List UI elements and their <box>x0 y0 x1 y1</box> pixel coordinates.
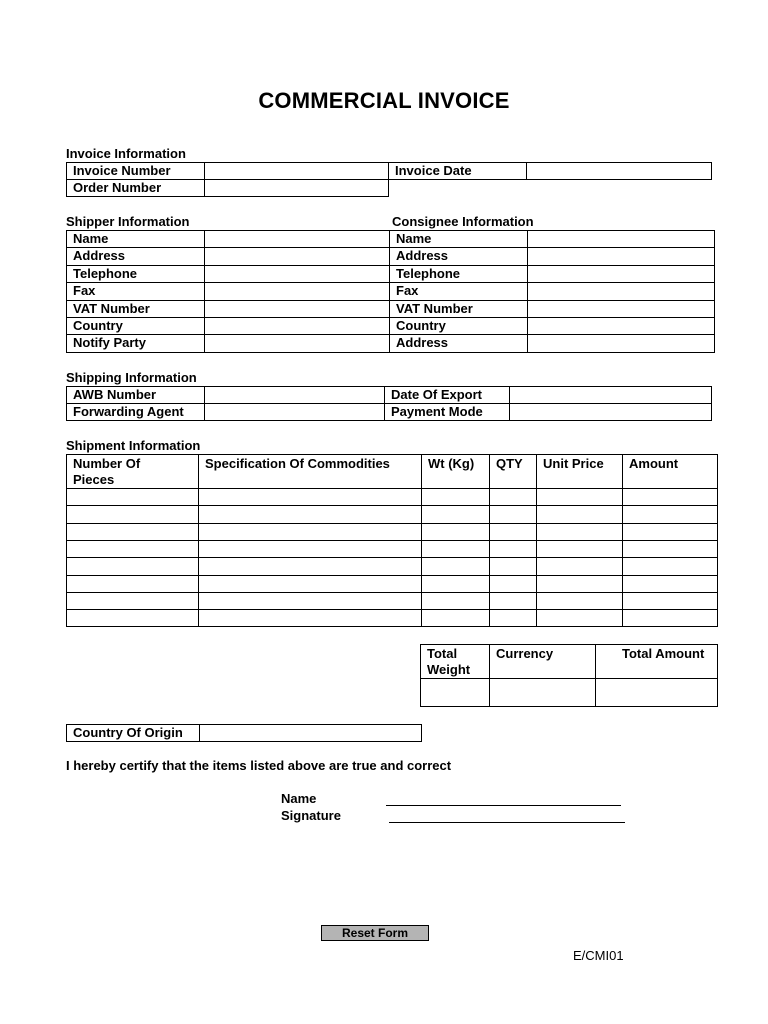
invoice-info-heading: Invoice Information <box>66 146 186 161</box>
consignee-address-label: Address <box>389 334 528 353</box>
shipment-cell-unit-price[interactable] <box>536 540 623 558</box>
shipment-cell-qty[interactable] <box>489 488 537 506</box>
name-label: Name <box>281 791 317 806</box>
consignee-telephone-field[interactable] <box>527 265 715 283</box>
invoice-date-label: Invoice Date <box>388 162 527 180</box>
export-date-label: Date Of Export <box>384 386 510 404</box>
shipment-cell-pieces[interactable] <box>66 523 199 541</box>
shipment-cell-commodities[interactable] <box>198 488 422 506</box>
order-number-field[interactable] <box>204 179 389 197</box>
consignee-name-label: Name <box>389 230 528 248</box>
total-amount-field[interactable] <box>595 678 718 707</box>
shipping-info-heading: Shipping Information <box>66 370 197 385</box>
order-number-label: Order Number <box>66 179 205 197</box>
awb-number-field[interactable] <box>204 386 385 404</box>
consignee-telephone-label: Telephone <box>389 265 528 283</box>
shipment-cell-pieces[interactable] <box>66 505 199 524</box>
shipment-cell-commodities[interactable] <box>198 575 422 593</box>
shipment-cell-commodities[interactable] <box>198 592 422 610</box>
signature-line-field[interactable] <box>389 822 625 823</box>
shipment-cell-commodities[interactable] <box>198 609 422 627</box>
shipment-cell-amount[interactable] <box>622 592 718 610</box>
shipment-cell-amount[interactable] <box>622 488 718 506</box>
currency-field[interactable] <box>489 678 596 707</box>
awb-number-label: AWB Number <box>66 386 205 404</box>
shipment-cell-weight[interactable] <box>421 557 490 576</box>
shipment-cell-weight[interactable] <box>421 575 490 593</box>
shipment-header-weight: Wt (Kg) <box>421 454 490 489</box>
shipper-address-label: Address <box>66 247 205 266</box>
shipper-notify-party-field[interactable] <box>204 334 390 353</box>
shipment-cell-qty[interactable] <box>489 523 537 541</box>
certification-statement: I hereby certify that the items listed above are true and correct <box>66 758 452 773</box>
export-date-field[interactable] <box>509 386 712 404</box>
shipper-country-label: Country <box>66 317 205 335</box>
invoice-date-field[interactable] <box>526 162 712 180</box>
page-title: COMMERCIAL INVOICE <box>258 88 510 113</box>
signature-label: Signature <box>281 808 341 823</box>
shipment-cell-qty[interactable] <box>489 557 537 576</box>
shipment-cell-unit-price[interactable] <box>536 575 623 593</box>
shipper-telephone-field[interactable] <box>204 265 390 283</box>
shipment-cell-pieces[interactable] <box>66 575 199 593</box>
shipment-header-commodities: Specification Of Commodities <box>198 454 422 489</box>
shipper-vat-number-field[interactable] <box>204 300 390 318</box>
shipper-name-label: Name <box>66 230 205 248</box>
consignee-fax-label: Fax <box>389 282 528 301</box>
shipment-cell-qty[interactable] <box>489 540 537 558</box>
shipment-header-unit-price: Unit Price <box>536 454 623 489</box>
shipment-cell-unit-price[interactable] <box>536 505 623 524</box>
shipment-cell-unit-price[interactable] <box>536 592 623 610</box>
shipment-cell-unit-price[interactable] <box>536 488 623 506</box>
payment-mode-label: Payment Mode <box>384 403 510 421</box>
shipment-cell-weight[interactable] <box>421 592 490 610</box>
shipment-cell-qty[interactable] <box>489 505 537 524</box>
total-weight-header: Total Weight <box>420 644 490 679</box>
invoice-number-field[interactable] <box>204 162 389 180</box>
shipment-cell-amount[interactable] <box>622 557 718 576</box>
shipment-cell-unit-price[interactable] <box>536 557 623 576</box>
total-amount-header: Total Amount <box>595 644 718 679</box>
shipment-header-amount: Amount <box>622 454 718 489</box>
shipment-cell-commodities[interactable] <box>198 540 422 558</box>
shipment-cell-pieces[interactable] <box>66 557 199 576</box>
payment-mode-field[interactable] <box>509 403 712 421</box>
shipper-telephone-label: Telephone <box>66 265 205 283</box>
shipment-header-pieces: Number Of Pieces <box>66 454 199 489</box>
shipper-fax-field[interactable] <box>204 282 390 301</box>
consignee-vat-number-label: VAT Number <box>389 300 528 318</box>
shipment-cell-pieces[interactable] <box>66 540 199 558</box>
shipment-cell-weight[interactable] <box>421 505 490 524</box>
shipper-name-field[interactable] <box>204 230 390 248</box>
country-of-origin-field[interactable] <box>199 724 422 742</box>
shipment-cell-qty[interactable] <box>489 609 537 627</box>
currency-header: Currency <box>489 644 596 679</box>
shipment-cell-weight[interactable] <box>421 523 490 541</box>
consignee-address-field[interactable] <box>527 334 715 353</box>
shipment-cell-amount[interactable] <box>622 540 718 558</box>
shipper-country-field[interactable] <box>204 317 390 335</box>
shipment-cell-commodities[interactable] <box>198 505 422 524</box>
shipment-cell-amount[interactable] <box>622 523 718 541</box>
forwarding-agent-field[interactable] <box>204 403 385 421</box>
shipment-cell-commodities[interactable] <box>198 523 422 541</box>
shipment-cell-commodities[interactable] <box>198 557 422 576</box>
name-line-field[interactable] <box>386 805 621 806</box>
consignee-country-field[interactable] <box>527 317 715 335</box>
shipment-cell-weight[interactable] <box>421 609 490 627</box>
shipment-cell-pieces[interactable] <box>66 592 199 610</box>
shipper-notify-party-label: Notify Party <box>66 334 205 353</box>
shipment-header-qty: QTY <box>489 454 537 489</box>
shipper-address-field[interactable] <box>204 247 390 266</box>
total-weight-field[interactable] <box>420 678 490 707</box>
consignee-fax-field[interactable] <box>527 282 715 301</box>
consignee-vat-number-field[interactable] <box>527 300 715 318</box>
shipper-info-heading: Shipper Information <box>66 214 190 229</box>
shipment-cell-pieces[interactable] <box>66 488 199 506</box>
shipment-cell-qty[interactable] <box>489 592 537 610</box>
shipper-vat-number-label: VAT Number <box>66 300 205 318</box>
shipment-cell-weight[interactable] <box>421 488 490 506</box>
shipment-cell-amount[interactable] <box>622 505 718 524</box>
shipment-cell-weight[interactable] <box>421 540 490 558</box>
shipment-cell-amount[interactable] <box>622 609 718 627</box>
reset-form-button[interactable]: Reset Form <box>321 925 429 941</box>
consignee-address-field[interactable] <box>527 247 715 266</box>
consignee-address-label: Address <box>389 247 528 266</box>
country-of-origin-label: Country Of Origin <box>66 724 200 742</box>
shipment-cell-qty[interactable] <box>489 575 537 593</box>
form-code: E/CMI01 <box>573 948 624 963</box>
invoice-number-label: Invoice Number <box>66 162 205 180</box>
shipment-cell-pieces[interactable] <box>66 609 199 627</box>
shipment-cell-unit-price[interactable] <box>536 523 623 541</box>
shipper-fax-label: Fax <box>66 282 205 301</box>
forwarding-agent-label: Forwarding Agent <box>66 403 205 421</box>
consignee-name-field[interactable] <box>527 230 715 248</box>
shipment-info-heading: Shipment Information <box>66 438 201 453</box>
consignee-country-label: Country <box>389 317 528 335</box>
consignee-info-heading: Consignee Information <box>392 214 534 229</box>
shipment-cell-amount[interactable] <box>622 575 718 593</box>
shipment-cell-unit-price[interactable] <box>536 609 623 627</box>
